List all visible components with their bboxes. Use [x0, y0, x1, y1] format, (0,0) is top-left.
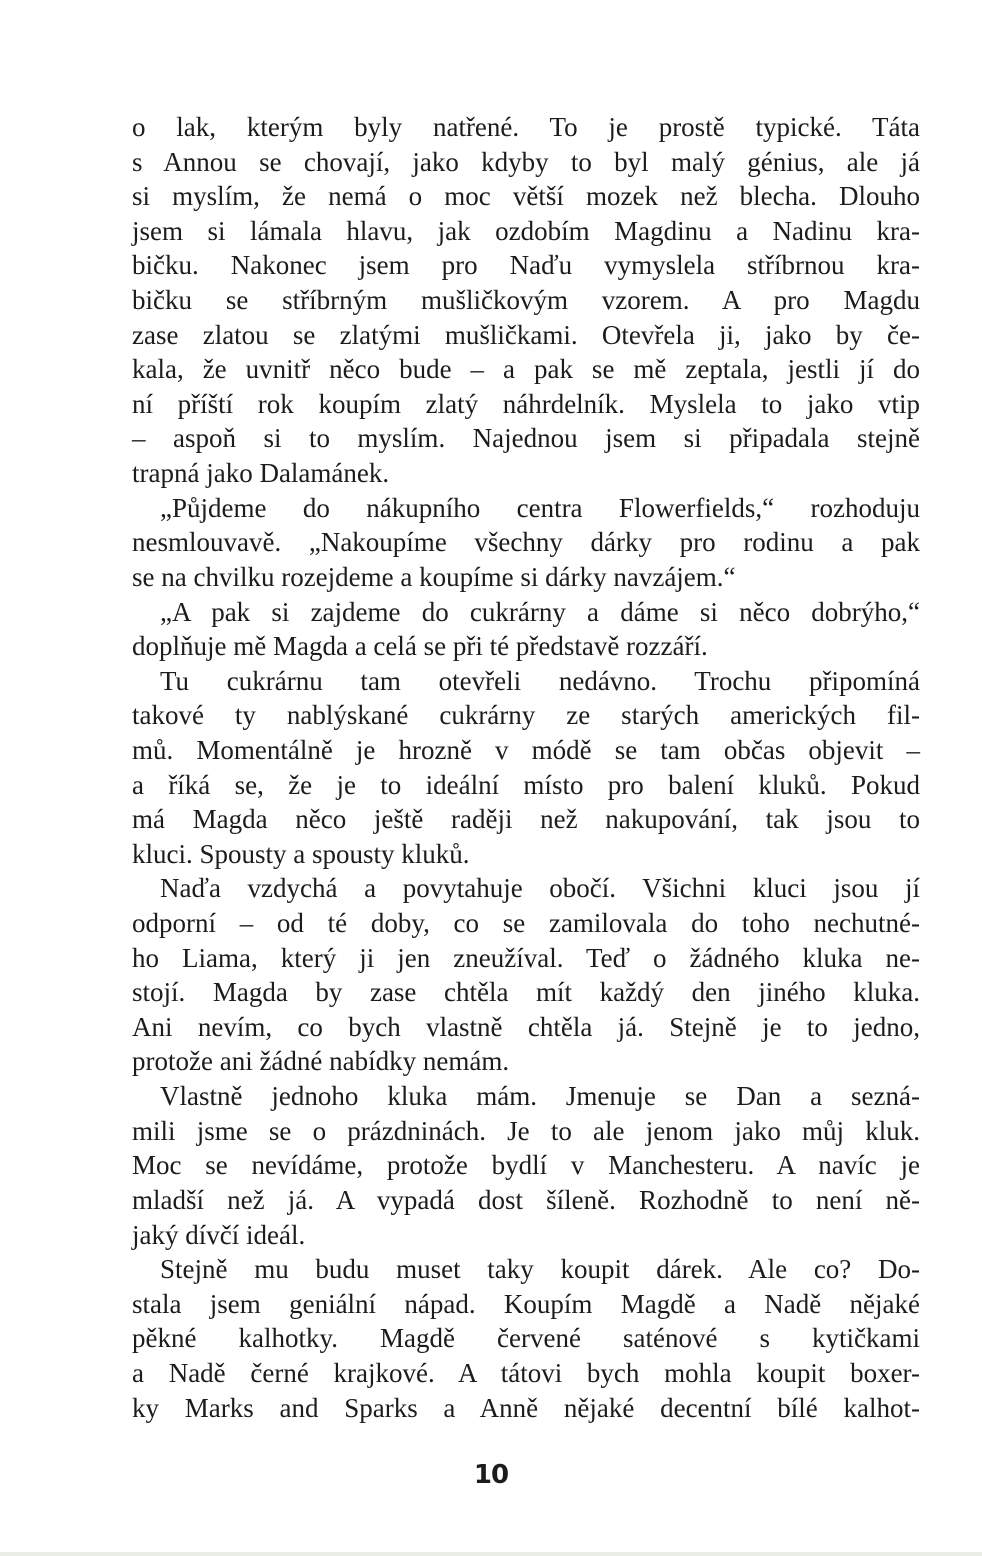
text-line: nesmlouvavě. „Nakoupíme všechny dárky pro rodinu a pak [132, 527, 920, 558]
text-line: Ani nevím, co bych vlastně chtěla já. Stejně je to jedno, [132, 1011, 920, 1042]
text-line: pěkné kalhotky. Magdě červené saténové s kytičkami [132, 1323, 920, 1354]
page-number: 10 [473, 1460, 509, 1490]
text-line: ní příští rok koupím zlatý náhrdelník. Myslela to jako vtip [132, 388, 920, 419]
text-line: jaký dívčí ideál. [132, 1219, 306, 1250]
text-line: stala jsem geniální nápad. Koupím Magdě a Nadě nějaké [132, 1288, 920, 1319]
text-line: kala, že uvnitř něco bude – a pak se mě zeptala, jestli jí do [132, 354, 920, 385]
text-line: si myslím, že nemá o moc větší mozek než blecha. Dlouho [132, 181, 920, 212]
text-line: Stejně mu budu muset taky koupit dárek. Ale co? Do- [160, 1254, 920, 1285]
text-line: „Půjdeme do nákupního centra Flowerfields,“ rozhoduju [160, 492, 920, 523]
text-line: kluci. Spousty a spousty kluků. [132, 838, 470, 869]
text-line: trapná jako Dalamánek. [132, 458, 390, 489]
text-line: doplňuje mě Magda a celá se při té představě rozzáří. [132, 631, 708, 662]
text-line: „A pak si zajdeme do cukrárny a dáme si něco dobrýho,“ [160, 596, 920, 627]
text-line: má Magda něco ještě raději než nakupování, tak jsou to [132, 804, 920, 835]
text-line: bičku se stříbrným mušličkovým vzorem. A pro Magdu [132, 285, 920, 316]
text-line: bičku. Nakonec jsem pro Naďu vymyslela stříbrnou kra- [132, 250, 920, 281]
text-line: mili jsme se o prázdninách. Je to ale jenom jako můj kluk. [132, 1115, 920, 1146]
text-line: protože ani žádné nabídky nemám. [132, 1046, 510, 1077]
body-text [132, 110, 920, 1425]
text-line: a říká se, že je to ideální místo pro balení kluků. Pokud [132, 769, 920, 800]
text-line: jsem si lámala hlavu, jak ozdobím Magdinu a Nadinu kra- [132, 215, 920, 246]
text-line: s Annou se chovají, jako kdyby to byl malý génius, ale já [132, 146, 920, 177]
text-line: o lak, kterým byly natřené. To je prostě typické. Táta [132, 112, 920, 142]
text-line: se na chvilku rozejdeme a koupíme si dárky navzájem.“ [132, 561, 736, 592]
text-line: mů. Momentálně je hrozně v módě se tam občas objevit – [132, 734, 920, 765]
text-line: ho Liama, který ji jen zneužíval. Teď o žádného kluka ne- [132, 942, 920, 973]
page-edge-divider [0, 1552, 982, 1556]
text-line: ky Marks and Sparks a Anně nějaké decentní bílé kalhot- [132, 1392, 920, 1423]
text-line: Naďa vzdychá a povytahuje obočí. Všichni kluci jsou jí [160, 873, 920, 904]
text-line: Vlastně jednoho kluka mám. Jmenuje se Dan a sezná- [160, 1081, 920, 1112]
text-line: zase zlatou se zlatými mušličkami. Otevřela ji, jako by če- [132, 319, 920, 350]
text-line: – aspoň si to myslím. Najednou jsem si připadala stejně [132, 423, 920, 454]
text-line: mladší než já. A vypadá dost šíleně. Rozhodně to není ně- [132, 1184, 920, 1215]
text-line: a Nadě černé krajkové. A tátovi bych mohla koupit boxer- [132, 1357, 920, 1388]
text-line: odporní – od té doby, co se zamilovala do toho nechutné- [132, 908, 920, 939]
text-line: Tu cukrárnu tam otevřeli nedávno. Trochu připomíná [160, 665, 920, 696]
text-line: Moc se nevídáme, protože bydlí v Manchesteru. A navíc je [132, 1150, 920, 1181]
text-line: stojí. Magda by zase chtěla mít každý den jiného kluka. [132, 977, 920, 1008]
text-line: takové ty nablýskané cukrárny ze starých amerických fil- [132, 700, 920, 731]
